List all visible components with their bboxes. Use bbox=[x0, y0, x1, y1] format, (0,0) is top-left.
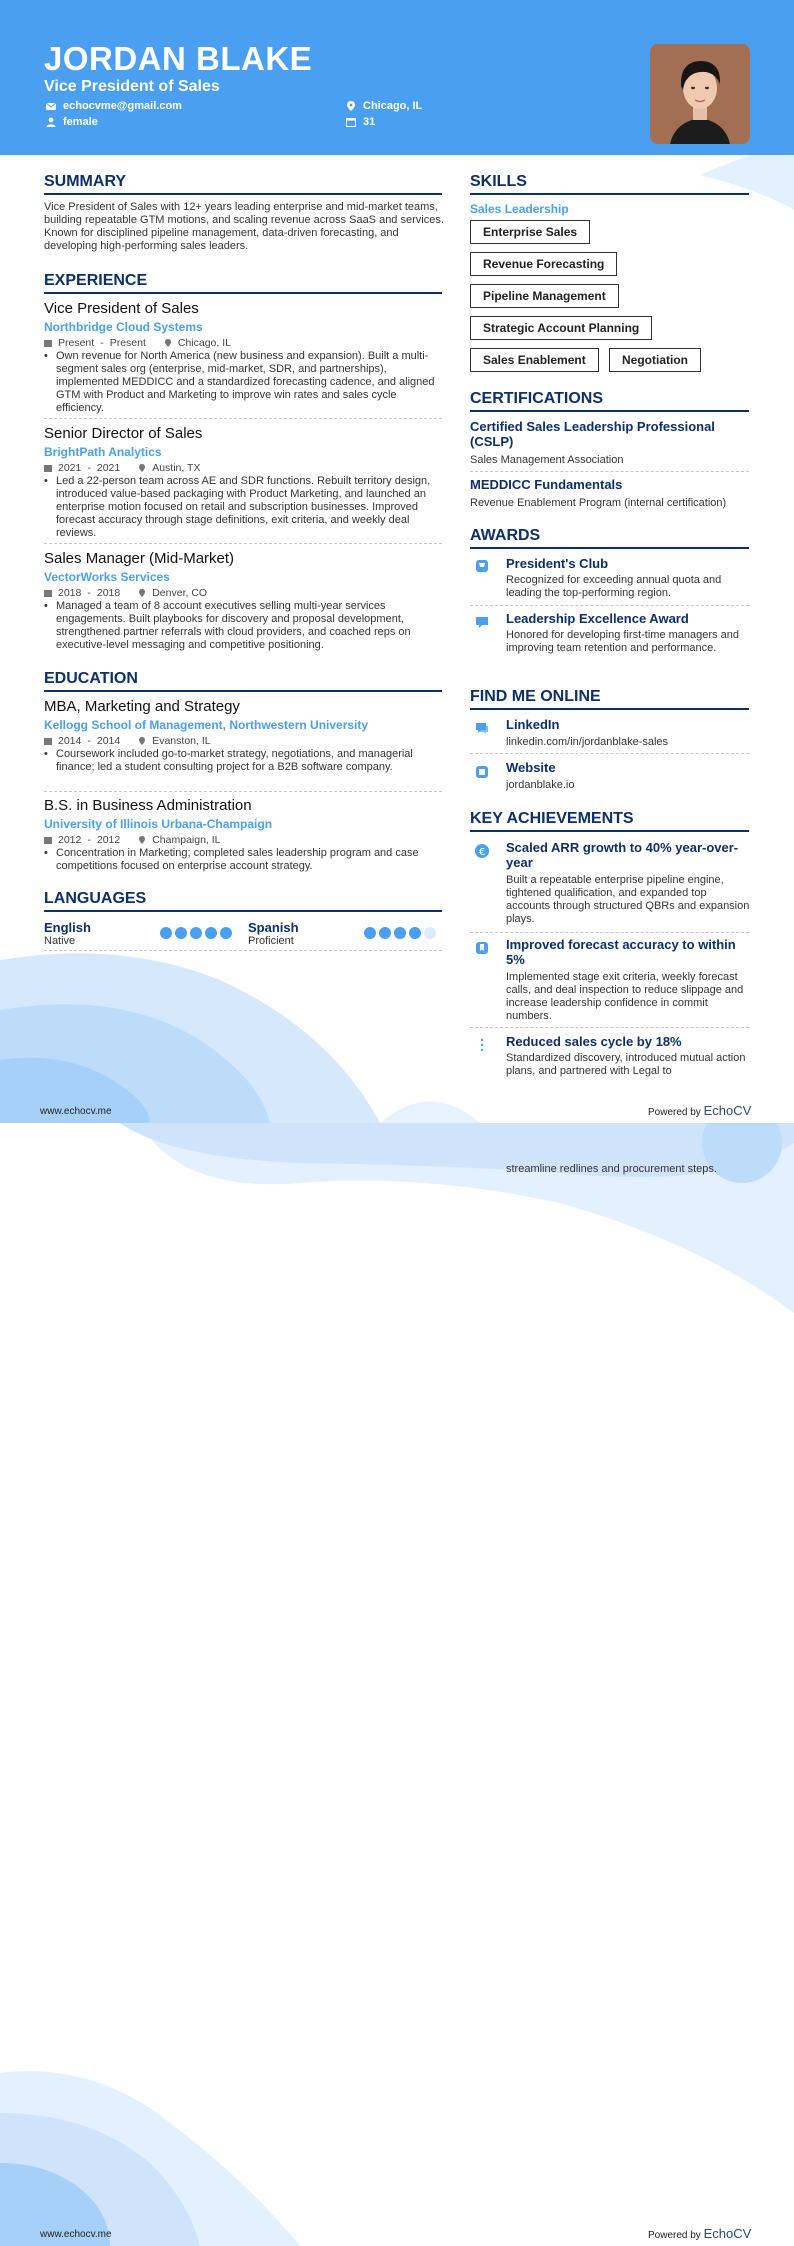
job-description: • Own revenue for North America (new business and expansion). Built a multi-segment sales org (enterprise, mid-market, SDR, and partnerships), implemented MEDDICC and a standardized forecasting cadence, and aligned GTM with Product and Marketing to improve win rates and sales cycle efficiency. bbox=[44, 350, 446, 415]
rating-dot-filled bbox=[220, 927, 232, 939]
powered-by-text: Powered by bbox=[648, 2230, 701, 2241]
certification-title: MEDDICC Fundamentals bbox=[470, 477, 623, 492]
footer-powered[interactable] bbox=[648, 2226, 751, 2241]
brand-name: EchoCV bbox=[703, 1103, 752, 1118]
online-title: Website bbox=[506, 760, 556, 775]
job-location: Chicago, IL bbox=[177, 337, 231, 349]
online-heading: FIND ME ONLINE bbox=[470, 688, 749, 710]
job-title: Sales Manager (Mid-Market) bbox=[44, 550, 235, 567]
profile-photo bbox=[650, 44, 750, 144]
certification-issuer: Sales Management Association bbox=[470, 454, 624, 466]
language-level: Proficient bbox=[248, 935, 294, 947]
divider bbox=[470, 471, 749, 472]
skill-tag: Negotiation bbox=[609, 348, 701, 372]
achievement-description-continued: streamline redlines and procurement steps. bbox=[506, 1163, 717, 1175]
footer-powered[interactable] bbox=[648, 1103, 751, 1118]
education-heading: EDUCATION bbox=[44, 670, 442, 692]
job-end: 2021 bbox=[96, 462, 121, 474]
languages-heading: LANGUAGES bbox=[44, 890, 442, 912]
job-meta: Present - Present Chicago, IL bbox=[44, 337, 231, 349]
award-title: Leadership Excellence Award bbox=[506, 611, 689, 626]
email-text: echocvme@gmail.com bbox=[63, 100, 182, 112]
job-company: Northbridge Cloud Systems bbox=[44, 320, 203, 334]
awards-heading: AWARDS bbox=[470, 527, 749, 549]
background-waves bbox=[0, 1123, 794, 2246]
language-rating bbox=[364, 927, 436, 939]
job-meta: 2018 - 2018 Denver, CO bbox=[44, 587, 207, 599]
degree-title: B.S. in Business Administration bbox=[44, 797, 252, 814]
divider bbox=[44, 418, 442, 419]
skill-tag: Revenue Forecasting bbox=[470, 252, 617, 276]
job-start: 2018 bbox=[58, 587, 82, 599]
brand-name: EchoCV bbox=[703, 2226, 752, 2241]
achievement-title: Reduced sales cycle by 18% bbox=[506, 1034, 682, 1049]
summary-text: Vice President of Sales with 12+ years leading enterprise and mid-market teams, building repeatable GTM motions, and scaling revenue across SaaS and services. Known for disciplined pipeline management, data-driven forecasting, and developing high-performing sales leaders. bbox=[44, 201, 444, 252]
skill-tag: Strategic Account Planning bbox=[470, 316, 652, 340]
achievement-description: Implemented stage exit criteria, weekly forecast calls, and deal inspection to reduce slippage and increase leadership confidence in commit numbers. bbox=[506, 971, 744, 1022]
location-pin-icon bbox=[138, 836, 146, 844]
footer-site[interactable]: www.echocv.me bbox=[40, 2229, 112, 2240]
euro-icon bbox=[474, 843, 490, 859]
calendar-icon bbox=[44, 589, 52, 597]
skills-heading: SKILLS bbox=[470, 173, 749, 195]
trophy-icon bbox=[474, 558, 490, 574]
degree-title: MBA, Marketing and Strategy bbox=[44, 698, 240, 715]
job-start: 2021 bbox=[58, 462, 82, 474]
edu-start: 2014 bbox=[58, 735, 82, 747]
rating-dot-empty bbox=[424, 927, 436, 939]
location-pin-icon bbox=[138, 464, 146, 472]
divider bbox=[470, 1027, 749, 1028]
job-start: Present bbox=[58, 337, 95, 349]
award-description: Honored for developing first-time managers and improving team retention and performance. bbox=[506, 629, 739, 654]
achievement-description: Built a repeatable enterprise pipeline engine, tightened qualification, and expanded top accounts through structured QBRs and expansion plays. bbox=[506, 874, 750, 925]
email-icon bbox=[46, 101, 56, 111]
job-description: • Led a 22-person team across AE and SDR functions. Rebuilt territory design, introduced value-based packaging with Product Marketing, and launched an enterprise motion focused on retail and subscription businesses. Improved forecast accuracy through stage definitions, exit criteria, and weekly deal reviews. bbox=[44, 475, 446, 540]
contact-age bbox=[346, 116, 375, 128]
calendar-icon bbox=[44, 339, 52, 347]
divider bbox=[470, 605, 749, 606]
person-icon bbox=[46, 117, 56, 127]
certification-issuer: Revenue Enablement Program (internal certification) bbox=[470, 497, 727, 509]
edu-start: 2012 bbox=[58, 834, 82, 846]
rating-dot-filled bbox=[364, 927, 376, 939]
website-url[interactable]: jordanblake.io bbox=[506, 779, 575, 791]
edu-location: Evanston, IL bbox=[152, 735, 211, 747]
education-meta: 2012 - 2012 Champaign, IL bbox=[44, 834, 221, 846]
location-text: Chicago, IL bbox=[363, 100, 423, 112]
divider bbox=[44, 950, 442, 951]
linkedin-icon bbox=[474, 720, 490, 736]
rating-dot-filled bbox=[190, 927, 202, 939]
summary-heading: SUMMARY bbox=[44, 173, 442, 195]
location-pin-icon bbox=[346, 101, 356, 111]
rating-dot-filled bbox=[394, 927, 406, 939]
candidate-title: Vice President of Sales bbox=[44, 78, 220, 95]
footer-site[interactable]: www.echocv.me bbox=[40, 1106, 112, 1117]
divider bbox=[44, 791, 442, 792]
job-title: Vice President of Sales bbox=[44, 300, 199, 317]
edu-end: 2014 bbox=[96, 735, 121, 747]
award-title: President's Club bbox=[506, 556, 609, 571]
language-name: English bbox=[44, 920, 91, 935]
divider bbox=[44, 543, 442, 544]
job-description: • Managed a team of 8 account executives selling multi-year services engagements. Built playbooks for discovery and proposal development, strengthened partner referrals with cloud providers, and coached reps on executive-level messaging and competitive positioning. bbox=[44, 600, 446, 652]
job-company: VectorWorks Services bbox=[44, 570, 170, 584]
job-company: BrightPath Analytics bbox=[44, 445, 162, 459]
job-end: 2018 bbox=[96, 587, 121, 599]
skill-tag: Pipeline Management bbox=[470, 284, 619, 308]
divider bbox=[470, 753, 749, 754]
calendar-icon bbox=[44, 737, 52, 745]
job-end: Present bbox=[109, 337, 146, 349]
online-title: LinkedIn bbox=[506, 717, 560, 732]
linkedin-url[interactable]: linkedin.com/in/jordanblake-sales bbox=[506, 736, 669, 748]
svg-text:€: € bbox=[478, 847, 486, 858]
candidate-name: JORDAN BLAKE bbox=[44, 40, 313, 77]
job-title: Senior Director of Sales bbox=[44, 425, 203, 442]
school-name: University of Illinois Urbana-Champaign bbox=[44, 817, 273, 831]
certifications-heading: CERTIFICATIONS bbox=[470, 390, 749, 412]
website-icon bbox=[474, 764, 490, 780]
language-level: Native bbox=[44, 935, 76, 947]
divider bbox=[470, 932, 749, 933]
contact-location bbox=[346, 100, 422, 112]
calendar-icon bbox=[44, 836, 52, 844]
language-rating bbox=[160, 927, 232, 939]
rating-dot-filled bbox=[160, 927, 172, 939]
language-name: Spanish bbox=[248, 920, 299, 935]
contact-email[interactable] bbox=[46, 100, 182, 112]
education-meta: 2014 - 2014 Evanston, IL bbox=[44, 735, 211, 747]
school-name: Kellogg School of Management, Northwestern University bbox=[44, 718, 369, 732]
experience-heading: EXPERIENCE bbox=[44, 272, 442, 294]
gender-text: female bbox=[63, 116, 98, 128]
rating-dot-filled bbox=[379, 927, 391, 939]
skill-tag: Enterprise Sales bbox=[470, 220, 590, 244]
comment-icon bbox=[474, 614, 490, 630]
education-description: • Coursework included go-to-market strategy, negotiations, and managerial finance; led a student consulting project for a B2B software company. bbox=[44, 748, 446, 774]
job-location: Austin, TX bbox=[152, 462, 201, 474]
location-pin-icon bbox=[138, 737, 146, 745]
powered-by-text: Powered by bbox=[648, 1107, 701, 1118]
achievement-description: Standardized discovery, introduced mutual action plans, and partnered with Legal to bbox=[506, 1052, 746, 1077]
contact-gender bbox=[46, 116, 98, 128]
calendar-icon bbox=[346, 117, 356, 127]
certification-title: Certified Sales Leadership Professional (CSLP) bbox=[470, 419, 715, 449]
job-meta: 2021 - 2021 Austin, TX bbox=[44, 462, 200, 474]
achievement-title: Scaled ARR growth to 40% year-over-year bbox=[506, 840, 739, 870]
location-pin-icon bbox=[164, 339, 172, 347]
rating-dot-filled bbox=[175, 927, 187, 939]
education-description: • Concentration in Marketing; completed sales leadership program and case competitions focused on enterprise account strategy. bbox=[44, 847, 446, 873]
achievements-heading: KEY ACHIEVEMENTS bbox=[470, 810, 749, 832]
edu-location: Champaign, IL bbox=[152, 834, 221, 846]
calendar-icon bbox=[44, 464, 52, 472]
resume-page-2 bbox=[0, 1123, 794, 2246]
award-description: Recognized for exceeding annual quota and leading the top-performing region. bbox=[506, 574, 722, 599]
rating-dot-filled bbox=[409, 927, 421, 939]
rating-dot-filled bbox=[205, 927, 217, 939]
job-location: Denver, CO bbox=[152, 587, 208, 599]
achievement-title: Improved forecast accuracy to within 5% bbox=[506, 937, 736, 967]
book-icon bbox=[474, 940, 490, 956]
more-icon bbox=[474, 1037, 490, 1053]
age-text: 31 bbox=[363, 116, 376, 128]
skill-tag: Sales Enablement bbox=[470, 348, 599, 372]
skills-group-title: Sales Leadership bbox=[470, 202, 569, 216]
location-pin-icon bbox=[138, 589, 146, 597]
edu-end: 2012 bbox=[96, 834, 121, 846]
